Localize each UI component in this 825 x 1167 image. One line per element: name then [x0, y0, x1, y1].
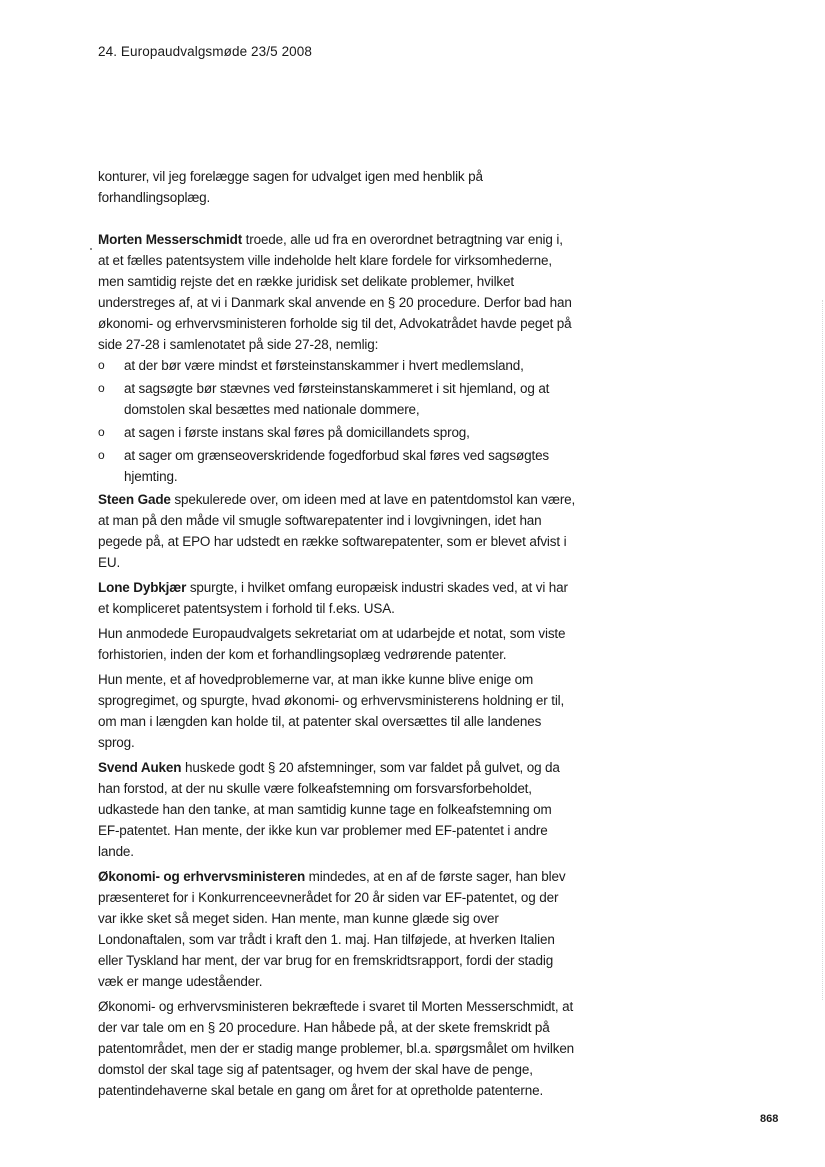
paragraph-continuation — [98, 166, 576, 208]
page-header: 24. Europaudvalgsmøde 23/5 2008 — [98, 44, 312, 59]
list-item — [98, 445, 576, 487]
list-item-text: at sagen i første instans skal føres på domicillandets sprog, — [124, 425, 470, 440]
bullet-list — [98, 355, 576, 487]
paragraph-minister-reply — [98, 996, 576, 1101]
paragraph-text: Økonomi- og erhvervsministeren bekræftede i svaret til Morten Messerschmidt, at der var tale om en § 20 procedure. Han håbede på, at der skete fremskridt på patentområdet, men der er stadig mange problemer, bl.a. spørgsmålet om hvilken domstol der skal tage sig af patentsager, og hvem der skal have de penge, patentindehaverne skal betale en gang om året for at opretholde patenterne. — [98, 999, 575, 1098]
list-item — [98, 355, 576, 376]
speaker-name: Morten Messerschmidt — [98, 232, 243, 247]
paragraph-text: Hun anmodede Europaudvalgets sekretariat om at udarbejde et notat, som viste forhistorien, inden der kom et forhandlingsoplæg vedrørende patenter. — [98, 626, 566, 662]
bullet-circle-icon: o — [98, 381, 105, 395]
paragraph-auken — [98, 757, 576, 862]
paragraph-text: spekulerede over, om ideen med at lave en patentdomstol kan være, at man på den måde vil smugle softwarepatenter ind i lovgivningen, idet han pegede på, at EPO har udstedt en række softwarepatenter, som er blevet afvist i EU. — [98, 492, 576, 570]
bullet-circle-icon: o — [98, 448, 105, 462]
list-item-text: at sager om grænseoverskridende fogedforbud skal føres ved sagsøgtes hjemting. — [124, 448, 550, 484]
speaker-name: Steen Gade — [98, 492, 171, 507]
paragraph-text: troede, alle ud fra en overordnet betragtning var enig i, at et fælles patentsystem ville indeholde helt klare fordele for virksomhederne, men samtidig rejste det en række juridisk set delikate problemer, hvilket understreges af, at vi i Danmark skal anvende en § 20 procedure. Derfor bad han økonomi- og erhvervsministeren forholde sig til det, Advokatrådet havde peget på side 27-28 i samlenotatet på side 27-28, nemlig: — [98, 232, 572, 352]
speaker-name: Svend Auken — [98, 760, 182, 775]
bullet-circle-icon: o — [98, 358, 105, 372]
scan-speck — [90, 248, 92, 250]
speaker-name: Økonomi- og erhvervsministeren — [98, 869, 306, 884]
list-item-text: at der bør være mindst et førsteinstanskammer i hvert medlemsland, — [124, 358, 524, 373]
bullet-circle-icon: o — [98, 425, 105, 439]
speaker-name: Lone Dybkjær — [98, 580, 187, 595]
paragraph-text: mindedes, at en af de første sager, han blev præsenteret for i Konkurrenceevnerådet for 20 år siden var EF-patentet, og der var ikke sket så meget siden. Han mente, man kunne glæde sig over Londonaftalen, som var trådt i kraft den 1. maj. Han tilføjede, at hverken Italien eller Tyskland har ment, der var brug for en fremskridtsrapport, fordi der stadig væk er mange udeståender. — [98, 869, 566, 989]
page-number: 868 — [760, 1113, 779, 1125]
document-body — [98, 166, 576, 1105]
paragraph-dybkjaer — [98, 577, 576, 619]
paragraph-gade — [98, 489, 576, 573]
paragraph-text: spurgte, i hvilket omfang europæisk industri skades ved, at vi har et kompliceret patentsystem i forhold til f.eks. USA. — [98, 580, 568, 616]
scan-edge — [822, 300, 823, 1000]
list-item — [98, 422, 576, 443]
paragraph-messerschmidt — [98, 229, 576, 355]
paragraph-dybkjaer-language — [98, 669, 576, 753]
paragraph-dybkjaer-request — [98, 623, 576, 665]
paragraph-text: konturer, vil jeg forelægge sagen for udvalget igen med henblik på forhandlingsoplæg. — [98, 169, 483, 205]
paragraph-text: huskede godt § 20 afstemninger, som var faldet på gulvet, og da han forstod, at der nu skulle være folkeafstemning om forsvarsforbeholdet, udkastede han den tanke, at man samtidig kunne tage en folkeafstemning om EF-patentet. Han mente, der ikke kun var problemer med EF-patentet i andre lande. — [98, 760, 560, 859]
list-item — [98, 378, 576, 420]
paragraph-minister — [98, 866, 576, 992]
paragraph-text: Hun mente, et af hovedproblemerne var, at man ikke kunne blive enige om sprogregimet, og spurgte, hvad økonomi- og erhvervsministerens holdning er til, om man i længden kan holde til, at patenter skal oversættes til alle landenes sprog. — [98, 672, 565, 750]
list-item-text: at sagsøgte bør stævnes ved førsteinstanskammeret i sit hjemland, og at domstolen skal besættes med nationale dommere, — [124, 381, 550, 417]
